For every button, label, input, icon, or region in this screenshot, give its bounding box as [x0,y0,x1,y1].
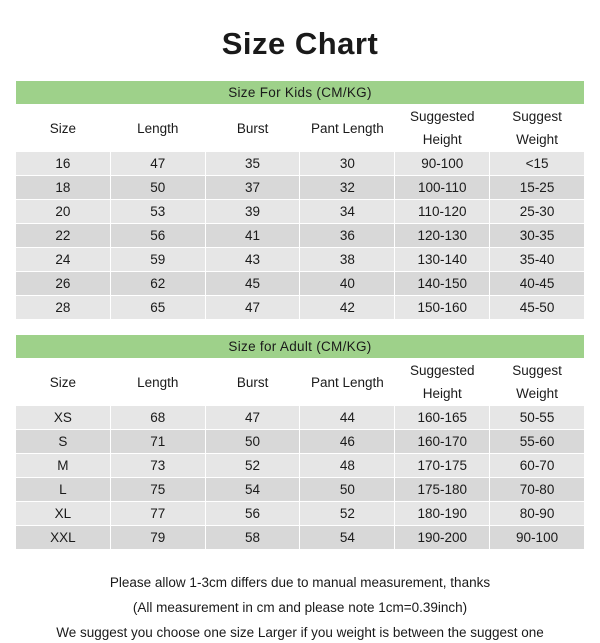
cell-suggested-height: 170-175 [395,454,490,478]
cell-suggested-height: 130-140 [395,248,490,272]
cell-length: 50 [110,176,205,200]
adult-size-table [15,334,585,550]
cell-pant-length: 32 [300,176,395,200]
cell-length: 59 [110,248,205,272]
cell-suggest-weight: 45-50 [490,296,585,320]
table-spacer [0,320,600,334]
cell-pant-length: 50 [300,478,395,502]
cell-burst: 47 [205,406,300,430]
table-row [16,200,585,224]
cell-length: 77 [110,502,205,526]
cell-pant-length: 52 [300,502,395,526]
table-row [16,176,585,200]
table-row [16,406,585,430]
table-row [16,502,585,526]
cell-size: XXL [16,526,111,550]
cell-burst: 45 [205,272,300,296]
cell-suggest-weight: 40-45 [490,272,585,296]
cell-burst: 54 [205,478,300,502]
cell-burst: 56 [205,502,300,526]
cell-pant-length: 46 [300,430,395,454]
cell-suggested-height: 175-180 [395,478,490,502]
cell-size: 16 [16,152,111,176]
table-row [16,478,585,502]
cell-suggest-weight: 15-25 [490,176,585,200]
cell-size: 28 [16,296,111,320]
cell-burst: 37 [205,176,300,200]
cell-pant-length: 44 [300,406,395,430]
page-title: Size Chart [221,26,379,61]
cell-suggested-height: 100-110 [395,176,490,200]
table-row [16,224,585,248]
cell-pant-length: 30 [300,152,395,176]
cell-size: L [16,478,111,502]
cell-length: 53 [110,200,205,224]
adult-col-suggest-weight: Suggest Weight [490,359,585,406]
cell-suggested-height: 150-160 [395,296,490,320]
cell-size: XL [16,502,111,526]
kids-col-length: Length [110,105,205,152]
cell-burst: 39 [205,200,300,224]
adult-col-burst: Burst [205,359,300,406]
table-row [16,152,585,176]
table-row [16,296,585,320]
cell-suggest-weight: 35-40 [490,248,585,272]
cell-suggest-weight: 80-90 [490,502,585,526]
cell-length: 62 [110,272,205,296]
adult-col-size: Size [16,359,111,406]
cell-suggested-height: 140-150 [395,272,490,296]
cell-burst: 41 [205,224,300,248]
cell-burst: 50 [205,430,300,454]
cell-suggested-height: 120-130 [395,224,490,248]
cell-burst: 43 [205,248,300,272]
adult-col-pant-length: Pant Length [300,359,395,406]
adult-col-length: Length [110,359,205,406]
cell-pant-length: 42 [300,296,395,320]
cell-suggest-weight: 55-60 [490,430,585,454]
cell-length: 75 [110,478,205,502]
cell-size: 24 [16,248,111,272]
cell-suggested-height: 160-170 [395,430,490,454]
cell-suggest-weight: <15 [490,152,585,176]
cell-suggested-height: 160-165 [395,406,490,430]
cell-pant-length: 48 [300,454,395,478]
cell-pant-length: 54 [300,526,395,550]
cell-burst: 52 [205,454,300,478]
kids-column-header-row [16,105,585,152]
cell-pant-length: 36 [300,224,395,248]
kids-col-size: Size [16,105,111,152]
table-row [16,248,585,272]
kids-col-pant-length: Pant Length [300,105,395,152]
kids-section-heading: Size For Kids (CM/KG) [16,81,585,105]
cell-length: 68 [110,406,205,430]
table-row [16,526,585,550]
kids-col-suggested-height: Suggested Height [395,105,490,152]
table-row [16,430,585,454]
cell-burst: 47 [205,296,300,320]
cell-suggested-height: 190-200 [395,526,490,550]
adult-section-heading: Size for Adult (CM/KG) [16,335,585,359]
kids-size-table [15,80,585,320]
cell-size: 18 [16,176,111,200]
cell-size: 22 [16,224,111,248]
cell-size: 20 [16,200,111,224]
cell-pant-length: 40 [300,272,395,296]
adult-col-suggested-height: Suggested Height [395,359,490,406]
cell-burst: 35 [205,152,300,176]
cell-length: 65 [110,296,205,320]
cell-length: 47 [110,152,205,176]
kids-col-suggest-weight: Suggest Weight [490,105,585,152]
cell-pant-length: 34 [300,200,395,224]
cell-suggest-weight: 30-35 [490,224,585,248]
kids-section-heading-row [16,81,585,105]
cell-suggest-weight: 90-100 [490,526,585,550]
adult-section-heading-row [16,335,585,359]
cell-size: XS [16,406,111,430]
note-size-recommendation: We suggest you choose one size Larger if you weight is between the suggest one [56,625,544,641]
cell-size: 26 [16,272,111,296]
table-row [16,454,585,478]
cell-length: 73 [110,454,205,478]
cell-suggest-weight: 70-80 [490,478,585,502]
cell-suggested-height: 90-100 [395,152,490,176]
cell-length: 71 [110,430,205,454]
kids-col-burst: Burst [205,105,300,152]
cell-burst: 58 [205,526,300,550]
notes-section [0,550,600,643]
note-unit-conversion: (All measurement in cm and please note 1cm=0.39inch) [132,600,468,616]
cell-suggest-weight: 50-55 [490,406,585,430]
note-measurement-tolerance: Please allow 1-3cm differs due to manual measurement, thanks [109,575,491,590]
cell-size: M [16,454,111,478]
cell-suggest-weight: 60-70 [490,454,585,478]
cell-pant-length: 38 [300,248,395,272]
cell-suggested-height: 110-120 [395,200,490,224]
cell-suggest-weight: 25-30 [490,200,585,224]
adult-column-header-row [16,359,585,406]
cell-length: 79 [110,526,205,550]
table-row [16,272,585,296]
cell-suggested-height: 180-190 [395,502,490,526]
cell-length: 56 [110,224,205,248]
cell-size: S [16,430,111,454]
